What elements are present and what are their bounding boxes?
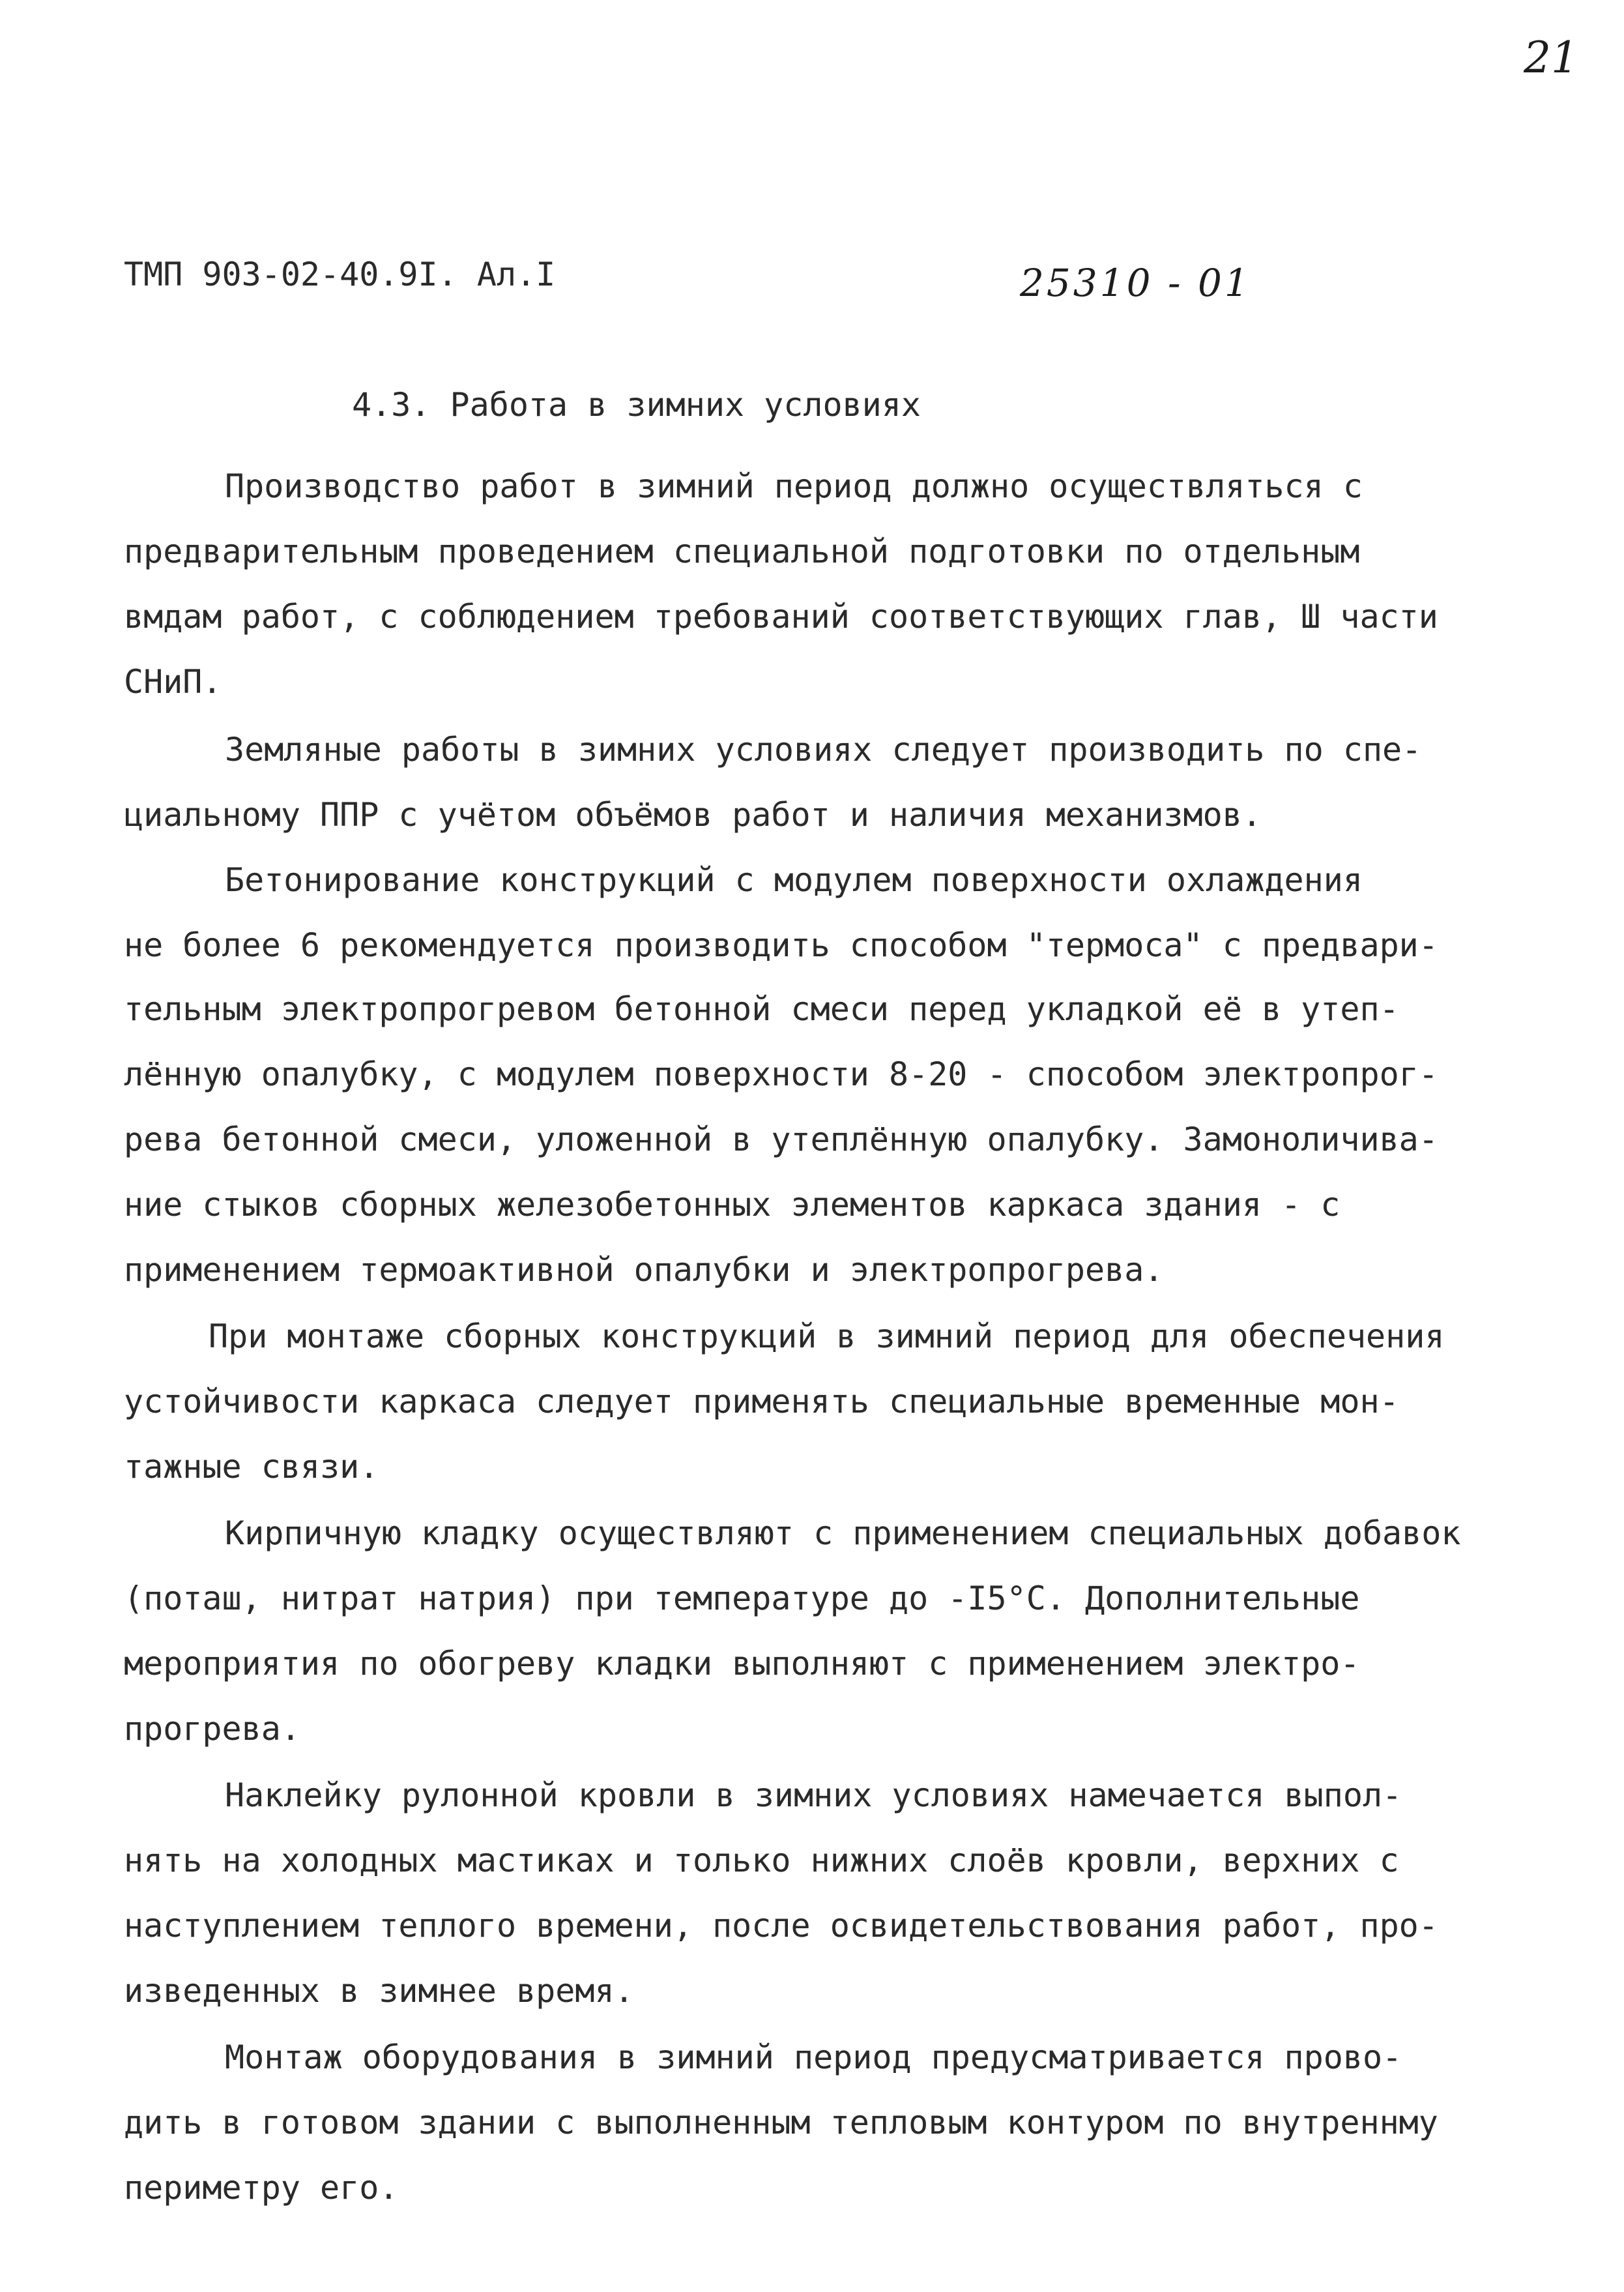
- text-line: нять на холодных мастиках и только нижних слоёв кровли, верхних с: [124, 1842, 1399, 1879]
- text-line: вмдам работ, с соблюдением требований соответствующих глав, Ш части: [124, 598, 1438, 636]
- text-line: Наклейку рулонной кровли в зимних условиях намечается выпол-: [225, 1776, 1402, 1814]
- text-line: предварительным проведением специальной подготовки по отдельным: [124, 533, 1360, 570]
- text-line: тажные связи.: [124, 1448, 379, 1486]
- text-line: СНиП.: [124, 663, 222, 701]
- document-designation: ТМП 903-02-40.9I. Ал.I: [124, 256, 556, 293]
- text-line: прогрева.: [124, 1710, 300, 1748]
- text-line: При монтаже сборных конструкций в зимний период для обеспечения: [209, 1317, 1445, 1355]
- text-line: дить в готовом здании с выполненным тепловым контуром по внутреннму: [124, 2104, 1438, 2141]
- text-line: Кирпичную кладку осуществляют с применением специальных добавок: [225, 1514, 1461, 1552]
- text-line: наступлением теплого времени, после освидетельствования работ, про-: [124, 1907, 1438, 1945]
- text-line: тельным электропрогревом бетонной смеси перед укладкой её в утеп-: [124, 990, 1399, 1028]
- text-line: Земляные работы в зимних условиях следует производить по спе-: [225, 731, 1422, 769]
- text-line: (поташ, нитрат натрия) при температуре до -I5°С. Дополнительные: [124, 1579, 1360, 1617]
- text-line: не более 6 рекомендуется производить способом "термоса" с предвари-: [124, 926, 1438, 964]
- text-line: периметру его.: [124, 2169, 399, 2207]
- text-line: Бетонирование конструкций с модулем поверхности охлаждения: [225, 861, 1363, 899]
- text-line: применением термоактивной опалубки и электропрогрева.: [124, 1251, 1164, 1289]
- text-line: Монтаж оборудования в зимний период предусматривается прово-: [225, 2038, 1402, 2076]
- text-line: Производство работ в зимний период должно осуществляться с: [225, 467, 1363, 505]
- text-line: устойчивости каркаса следует применять специальные временные мон-: [124, 1383, 1399, 1420]
- text-line: лённую опалубку, с модулем поверхности 8-20 - способом электропрог-: [124, 1055, 1438, 1093]
- section-title: 4.3. Работа в зимних условиях: [352, 386, 921, 424]
- document-number: 25310 - 01: [1020, 261, 1251, 305]
- text-line: циальному ППР с учётом объёмов работ и наличия механизмов.: [124, 796, 1262, 834]
- page-number: 21: [1524, 33, 1578, 83]
- text-line: ние стыков сборных железобетонных элементов каркаса здания - с: [124, 1186, 1341, 1224]
- text-line: изведенных в зимнее время.: [124, 1972, 634, 2010]
- text-line: мероприятия по обогреву кладки выполняют с применением электро-: [124, 1645, 1360, 1682]
- text-line: рева бетонной смеси, уложенной в утеплённую опалубку. Замоноличива-: [124, 1121, 1438, 1158]
